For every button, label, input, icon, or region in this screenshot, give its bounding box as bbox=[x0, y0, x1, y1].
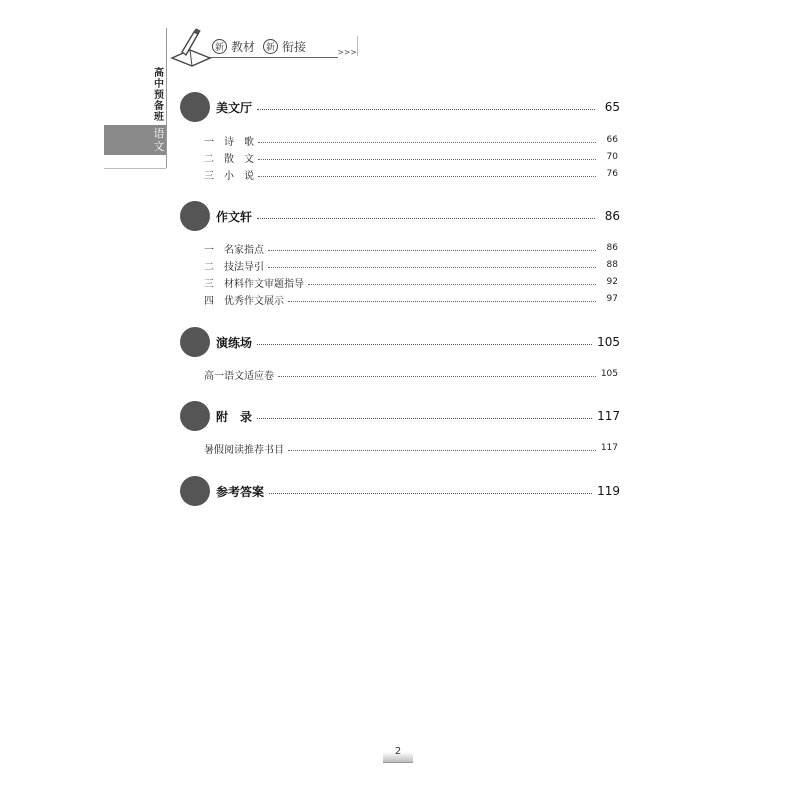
item-number: 一 bbox=[204, 136, 214, 148]
header-horizontal-rule bbox=[210, 57, 338, 58]
section-title: 附 录 bbox=[216, 409, 253, 424]
dot-leader bbox=[269, 493, 592, 494]
item-label: 高一语文适应卷 bbox=[204, 370, 274, 382]
dot-leader bbox=[257, 109, 595, 110]
item-label: 技法导引 bbox=[224, 261, 264, 273]
item-number: 二 bbox=[204, 261, 214, 273]
dot-leader bbox=[258, 176, 596, 177]
dot-leader bbox=[257, 418, 592, 419]
section-page: 119 bbox=[597, 484, 620, 498]
dot-leader bbox=[258, 159, 596, 160]
tagline-text-1: 教材 bbox=[231, 40, 256, 54]
item-number: 三 bbox=[204, 170, 214, 182]
toc-item[interactable] bbox=[204, 167, 618, 181]
item-label: 材料作文审题指导 bbox=[224, 278, 304, 290]
toc-section[interactable] bbox=[180, 327, 620, 357]
item-page: 76 bbox=[606, 169, 618, 179]
item-page: 70 bbox=[606, 152, 618, 162]
item-page: 97 bbox=[606, 294, 618, 304]
subject-label: 语文 bbox=[153, 127, 165, 153]
item-label: 暑假阅读推荐书目 bbox=[204, 444, 284, 456]
item-page: 105 bbox=[600, 369, 618, 379]
toc-item[interactable] bbox=[204, 258, 618, 272]
item-label: 诗 歌 bbox=[224, 136, 254, 148]
toc-item[interactable] bbox=[204, 292, 618, 306]
toc-item[interactable] bbox=[204, 275, 618, 289]
dot-leader bbox=[258, 142, 596, 143]
section-page: 117 bbox=[597, 409, 620, 423]
dot-leader bbox=[278, 376, 596, 377]
toc-section[interactable] bbox=[180, 476, 620, 506]
dot-leader bbox=[288, 450, 596, 451]
item-number: 四 bbox=[204, 295, 214, 307]
arrows-icon: >>> bbox=[338, 48, 358, 58]
item-label: 散 文 bbox=[224, 153, 254, 165]
dot-leader bbox=[308, 284, 596, 285]
badge-xin-icon: 新 bbox=[212, 39, 227, 54]
item-page: 117 bbox=[600, 443, 618, 453]
section-page: 65 bbox=[604, 100, 620, 114]
badge-xin-icon: 新 bbox=[263, 39, 278, 54]
section-title: 参考答案 bbox=[216, 484, 265, 499]
section-page: 105 bbox=[597, 335, 620, 349]
dot-leader bbox=[257, 344, 592, 345]
toc-section[interactable] bbox=[180, 201, 620, 231]
item-page: 88 bbox=[606, 260, 618, 270]
item-number: 二 bbox=[204, 153, 214, 165]
item-label: 小 说 bbox=[224, 170, 254, 182]
toc-section[interactable] bbox=[180, 401, 620, 431]
pen-book-icon bbox=[168, 28, 214, 70]
item-page: 92 bbox=[606, 277, 618, 287]
section-title: 美文厅 bbox=[216, 100, 253, 115]
header-tagline bbox=[212, 38, 310, 55]
toc-item[interactable] bbox=[204, 241, 618, 255]
dot-leader bbox=[257, 218, 595, 219]
dot-leader bbox=[288, 301, 596, 302]
dot-leader bbox=[268, 250, 596, 251]
item-label: 优秀作文展示 bbox=[224, 295, 284, 307]
toc-section[interactable] bbox=[180, 92, 620, 122]
section-bullet-icon bbox=[180, 92, 210, 122]
header-bottom-rule bbox=[104, 168, 166, 169]
item-page: 86 bbox=[606, 243, 618, 253]
section-title: 演练场 bbox=[216, 335, 253, 350]
book-title-vertical: 高中预备班 bbox=[154, 68, 164, 123]
dot-leader bbox=[268, 267, 596, 268]
header-vertical-rule bbox=[166, 28, 167, 168]
section-bullet-icon bbox=[180, 201, 210, 231]
section-bullet-icon bbox=[180, 476, 210, 506]
tagline-text-2: 衔接 bbox=[282, 40, 307, 54]
page-number: 2 bbox=[394, 746, 402, 757]
section-bullet-icon bbox=[180, 327, 210, 357]
item-page: 66 bbox=[606, 135, 618, 145]
item-label: 名家指点 bbox=[224, 244, 264, 256]
toc-item[interactable] bbox=[204, 133, 618, 147]
toc-item[interactable] bbox=[204, 441, 618, 455]
section-bullet-icon bbox=[180, 401, 210, 431]
item-number: 三 bbox=[204, 278, 214, 290]
item-number: 一 bbox=[204, 244, 214, 256]
toc-item[interactable] bbox=[204, 150, 618, 164]
section-page: 86 bbox=[604, 209, 620, 223]
toc-item[interactable] bbox=[204, 367, 618, 381]
section-title: 作文轩 bbox=[216, 209, 253, 224]
